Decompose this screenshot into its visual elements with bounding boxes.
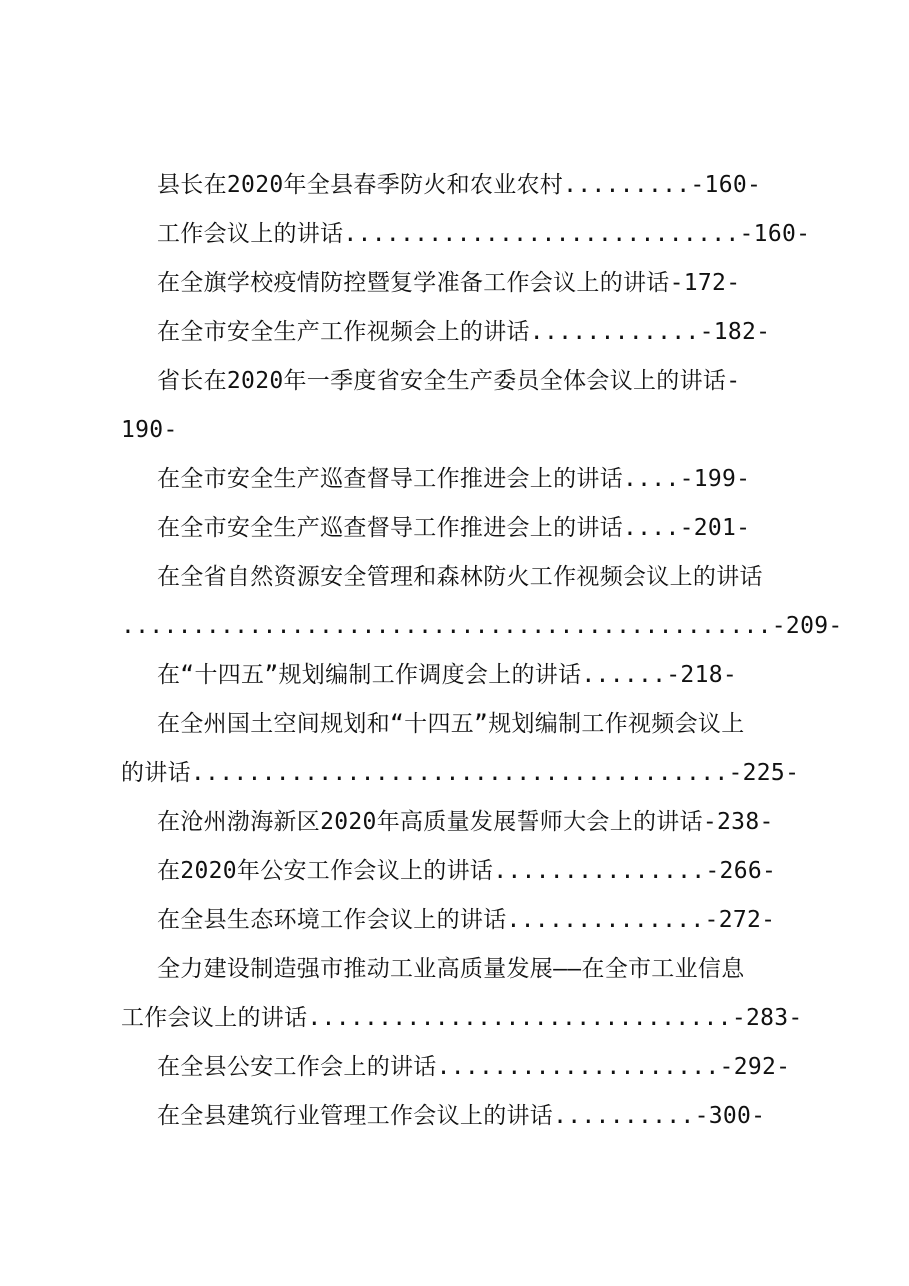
toc-entry: 工作会议上的讲话............................-160-	[157, 221, 811, 247]
toc-entry: 在全旗学校疫情防控暨复学准备工作会议上的讲话-172-	[157, 270, 741, 296]
toc-entry: 在全市安全生产巡查督导工作推进会上的讲话....-199-	[157, 466, 751, 492]
toc-entry: 在全市安全生产巡查督导工作推进会上的讲话....-201-	[157, 515, 751, 541]
toc-entry: 全力建设制造强市推动工业高质量发展——在全市工业信息	[157, 956, 745, 982]
toc-entry: 在“十四五”规划编制工作调度会上的讲话......-218-	[157, 662, 738, 688]
toc-entry: 在全县公安工作会上的讲话....................-292-	[157, 1054, 791, 1080]
toc-entry: 在2020年公安工作会议上的讲话...............-266-	[157, 858, 777, 884]
toc-entry: 在全州国土空间规划和“十四五”规划编制工作视频会议上	[157, 711, 745, 737]
toc-entry-continuation: ..............................................-209-	[121, 613, 843, 639]
toc-entry: 在全县生态环境工作会议上的讲话..............-272-	[157, 907, 776, 933]
toc-entry: 在全县建筑行业管理工作会议上的讲话..........-300-	[157, 1103, 766, 1129]
toc-entry-continuation: 的讲话......................................-225-	[121, 760, 800, 786]
toc-entry: 省长在2020年一季度省安全生产委员全体会议上的讲话-	[157, 368, 741, 394]
toc-entry-continuation: 工作会议上的讲话..............................-283-	[121, 1005, 803, 1031]
toc-entry: 县长在2020年全县春季防火和农业农村.........-160-	[157, 172, 762, 198]
toc-entry: 在全市安全生产工作视频会上的讲话............-182-	[157, 319, 771, 345]
toc-entry: 在全省自然资源安全管理和森林防火工作视频会议上的讲话	[157, 564, 763, 590]
toc-entry-continuation: 190-	[121, 417, 178, 443]
toc-entry: 在沧州渤海新区2020年高质量发展誓师大会上的讲话-238-	[157, 809, 774, 835]
